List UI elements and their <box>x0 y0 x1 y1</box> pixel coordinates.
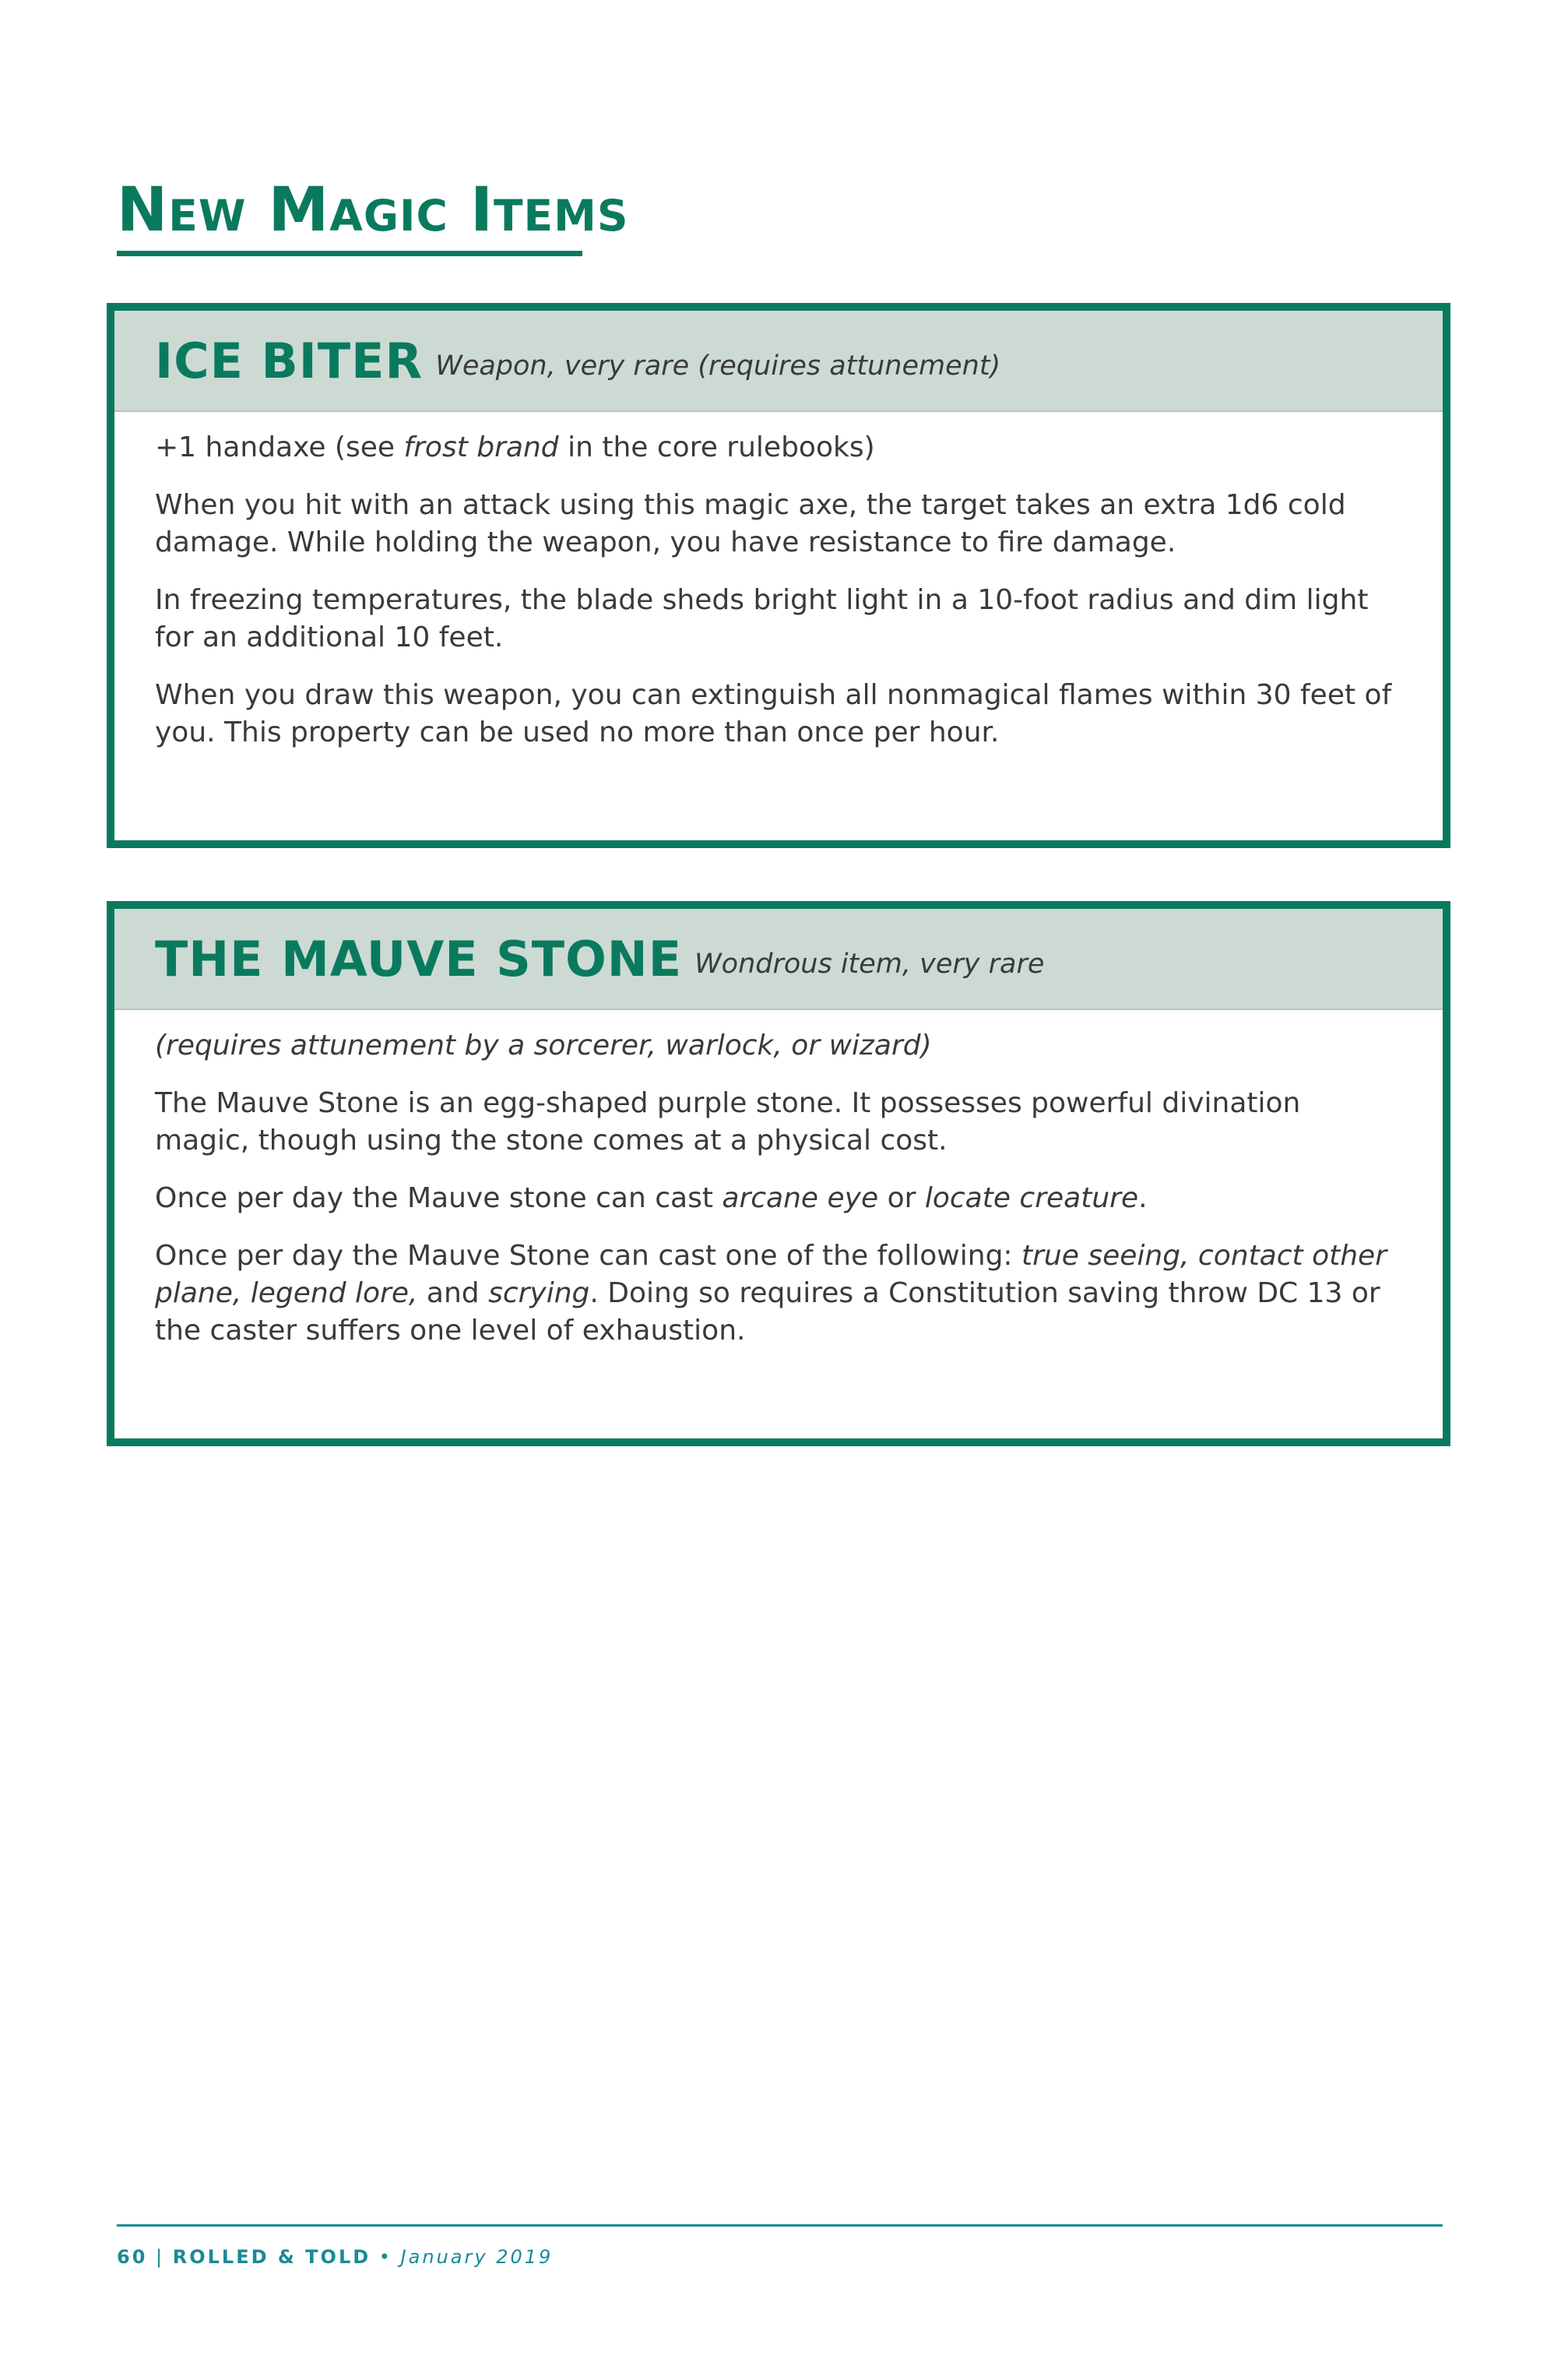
text-run: Once per day the Mauve Stone can cast one of the following: <box>155 1240 1021 1272</box>
text-run: +1 handaxe (see <box>155 431 404 463</box>
footer-separator: | <box>147 2246 173 2268</box>
item-paragraph: When you hit with an attack using this magic axe, the target takes an extra 1d6 cold damage. While holding the weapon, you have resistance to fire damage. <box>155 489 1346 558</box>
italic-run: true seeing, contact other plane, legend lore, <box>155 1240 1387 1309</box>
item-header <box>114 311 1443 412</box>
item-type: Weapon, very rare (requires attunement) <box>435 350 1001 382</box>
text-run: or <box>878 1182 925 1214</box>
issue-date: January 2019 <box>400 2246 554 2268</box>
page-number: 60 <box>117 2246 148 2268</box>
item-body <box>114 412 1443 752</box>
footer-bullet: • <box>371 2246 401 2268</box>
text-run: in the core rulebooks) <box>558 431 875 463</box>
footer-rule <box>117 2224 1443 2227</box>
item-name: ICE BITER <box>155 332 424 389</box>
text-run: . <box>1138 1182 1148 1214</box>
item-paragraph <box>155 1238 1396 1350</box>
title-underline <box>117 251 582 256</box>
text-run: Once per day the Mauve stone can cast <box>155 1182 723 1214</box>
page-footer <box>117 2245 553 2269</box>
item-type: Wondrous item, very rare <box>694 949 1045 980</box>
italic-run: locate creature <box>924 1182 1139 1214</box>
item-card-ice-biter <box>107 303 1450 848</box>
italic-run: scrying <box>488 1277 590 1309</box>
item-name: THE MAUVE STONE <box>155 930 683 988</box>
item-paragraph <box>155 1180 1396 1217</box>
item-paragraph: When you draw this weapon, you can extinguish all nonmagical flames within 30 feet of you. This property can be used no more than once per hour. <box>155 679 1392 748</box>
text-run: . Doing so requires a Constitution saving throw DC 13 or the caster suffers one level of exhaustion. <box>155 1277 1380 1347</box>
italic-run: (requires attunement by a sorcerer, warlock, or wizard) <box>155 1030 932 1061</box>
item-body <box>114 1010 1443 1350</box>
magazine-name: ROLLED & TOLD <box>172 2246 371 2268</box>
item-card-mauve-stone <box>107 901 1450 1446</box>
item-paragraph: In freezing temperatures, the blade sheds bright light in a 10-foot radius and dim light for an additional 10 feet. <box>155 584 1369 653</box>
italic-run: frost brand <box>403 431 559 463</box>
item-paragraph <box>155 1027 1396 1065</box>
page-title: New Magic Items <box>117 175 629 245</box>
item-paragraph: The Mauve Stone is an egg-shaped purple stone. It possesses powerful divination magic, though using the stone comes at a physical cost. <box>155 1087 1301 1157</box>
text-run: and <box>417 1277 489 1309</box>
italic-run: arcane eye <box>722 1182 879 1214</box>
item-header <box>114 909 1443 1010</box>
item-paragraph <box>155 429 1396 466</box>
